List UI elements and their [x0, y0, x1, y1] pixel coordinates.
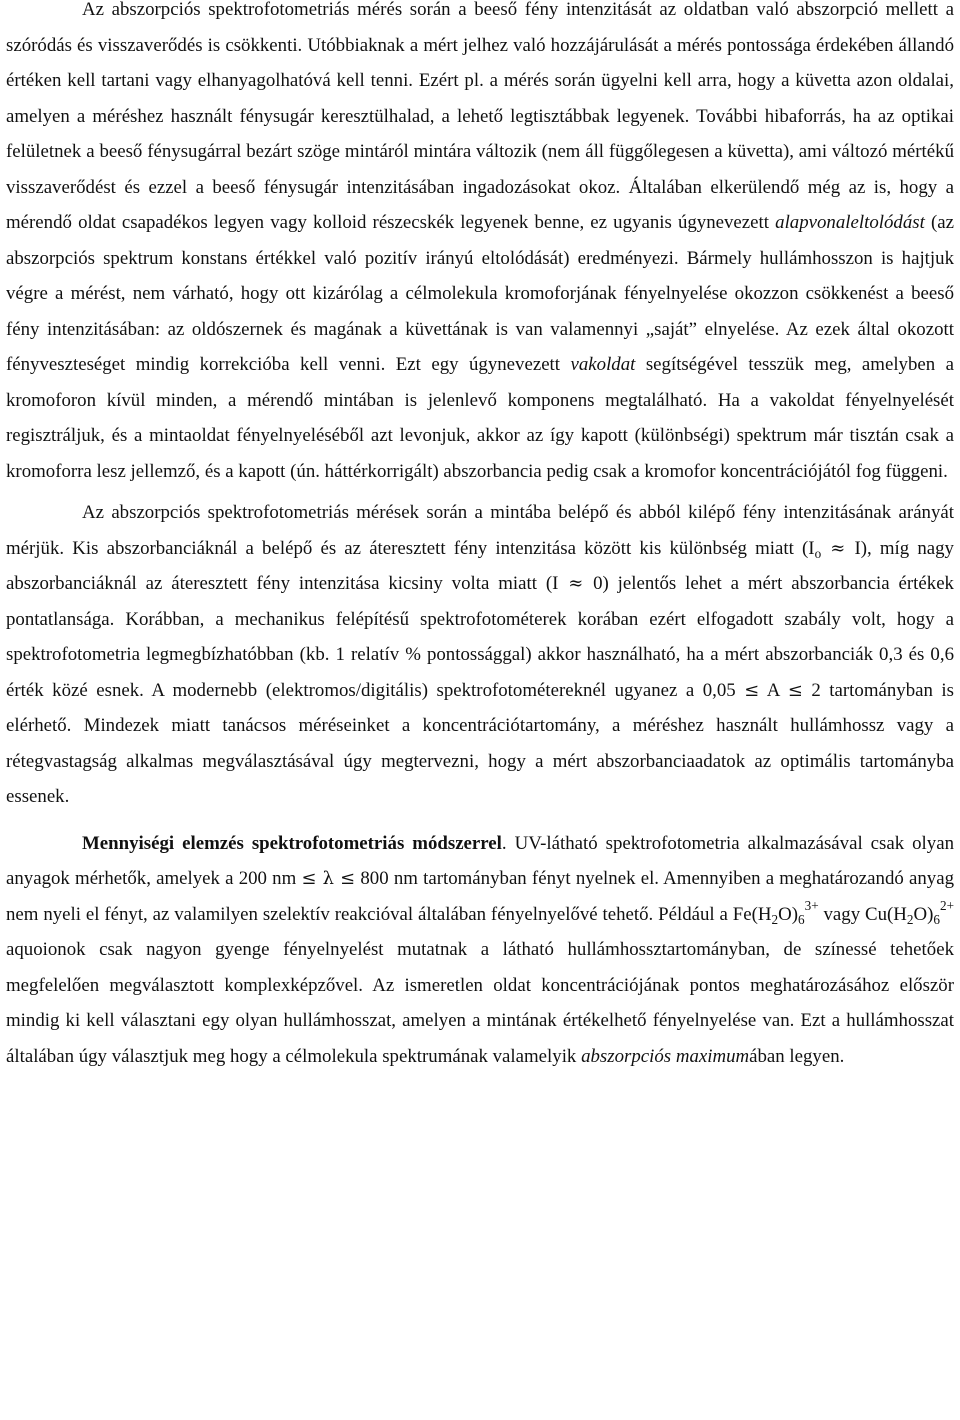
emphasis-term-absorption-maximum: abszorpciós maximum	[581, 1045, 750, 1067]
le-symbol: ≤	[744, 679, 760, 701]
le-symbol: ≤	[340, 868, 356, 889]
subscript: 6	[933, 911, 940, 927]
superscript-charge: 2+	[939, 897, 954, 913]
paragraph-absorbance-accuracy	[6, 495, 954, 815]
text-segment: A	[759, 679, 788, 701]
text-segment: aquoionok csak nagyon gyenge fényelnyelést mutatnak a látható hullámhossztartományban, de színessé tehetőek megfelelően megválasztott komplexképzővel. Az ismeretlen oldat koncentrációjának pontos meghatározásához először mindig ki kell választani egy olyan hullámhosszat, amelyen a mintának értékelhető fényelnyelése van. Ezt a hullámhosszat általában úgy választjuk meg hogy a célmolekula spektrumának valamelyik	[6, 939, 954, 1067]
text-segment: ában legyen.	[749, 1045, 845, 1067]
paragraph-measurement-errors	[6, 0, 954, 489]
subscript: 6	[798, 911, 805, 927]
emphasis-term-baseline-shift: alapvonaleltolódást	[775, 212, 925, 233]
subscript: o	[814, 545, 822, 561]
text-segment: I), míg nagy abszorbanciáknál az áteresztett fény intenzitása kicsiny volta miatt (I	[6, 537, 954, 594]
text-segment: . UV-látható spektrofotometria alkalmazásával csak olyan anyagok mérhetők, amelyek a 200 nm	[6, 832, 954, 889]
paragraph-quantitative-analysis	[6, 826, 954, 1075]
text-segment: 800 nm tartományban fényt nyelnek el. Amennyiben a meghatározandó anyag nem nyeli el fényt, az valamilyen szelektív reakcióval általában fényelnyelővé tehető. Például a Fe(H	[6, 868, 954, 925]
le-symbol: ≤	[301, 868, 317, 889]
text-segment: segítségével tesszük meg, amelyben a kromoforon kívül minden, a mérendő mintában is jelenlevő komponens megtalálható. Ha a vakoldat fényelnyelését regisztráljuk, és a mintaoldat fényelnyeléséből azt levonjuk, akkor az így kapott (különbségi) spektrum már tisztán csak a kromoforra lesz jellemző, és a kapott (ún. háttérkorrigált) abszorbancia pedig csak a kromofor koncentrációjától fog függeni.	[6, 354, 954, 482]
text-segment: 0) jelentős lehet a mért abszorbancia értékek pontatlansága. Korábban, a mechanikus felépítésű spektrofotométerek korában ezért elfogadott szabály volt, hogy a spektrofotometria legmegbízhatóbban (kb. 1 relatív % pontossággal) akkor használható, ha a mért abszorbanciák 0,3 és 0,6 érték közé esnek. A modernebb (elektromos/digitális) spektrofotométereknél ugyanez a 0,05	[6, 573, 954, 701]
subscript: 2	[906, 911, 914, 927]
subscript: 2	[771, 911, 779, 927]
text-segment: Az abszorpciós spektrofotometriás mérés során a beeső fény intenzitását az oldatban való abszorpció mellett a szóródás és visszaverődés is csökkenti. Utóbbiaknak a mért jelhez való hozzájárulását a mérés pontossága érdekében állandó értéken kell tartani vagy elhanyagolhatóvá kell tenni. Ezért pl. a mérés során ügyelni kell arra, hogy a küvetta azon oldalai, amelyen a méréshez használt fénysugár keresztülhalad, a lehető legtisztábbak legyenek. További hibaforrás, ha az optikai felületnek a beeső fénysugárral bezárt szöge mintáról mintára változik (nem áll függőlegesen a küvetta), ami változó mértékű visszaverődést és ezzel a beeső fénysugár intenzitásában ingadozásokat okoz. Általában elkerülendő még az is, hogy a mérendő oldat csapadékos legyen vagy kolloid részecskék legyenek benne, ez ugyanis úgynevezett	[6, 0, 954, 233]
text-segment: O)	[778, 903, 798, 925]
approx-symbol: ≈	[821, 537, 855, 559]
text-segment: (az abszorpciós spektrum konstans értékkel való pozitív irányú eltolódását) eredményezi. Bármely hullámhosszon is hajtjuk végre a mérést, nem várható, hogy ott kizárólag a célmolekula kromoforjának fényelnyelése okozzon csökkenést a beeső fény intenzitásában: az oldószernek és magának a küvettának is van valamennyi „saját” elnyelése. Az ezek által okozott fényveszteséget mindig korrekcióba kell venni. Ezt egy úgynevezett	[6, 212, 954, 375]
superscript-charge: 3+	[804, 897, 819, 913]
lambda-symbol: λ	[316, 868, 341, 889]
le-symbol: ≤	[787, 679, 803, 701]
approx-symbol: ≈	[558, 573, 594, 594]
section-heading-inline: Mennyiségi elemzés spektrofotometriás módszerrel	[82, 832, 502, 854]
emphasis-term-blank-solution: vakoldat	[570, 354, 636, 375]
text-segment: vagy Cu(H	[818, 903, 907, 925]
text-segment: Az abszorpciós spektrofotometriás mérések során a mintába belépő és abból kilépő fény intenzitásának arányát mérjük. Kis abszorbanciáknál a belépő és az áteresztett fény intenzitása között kis különbség miatt (I	[6, 502, 954, 559]
text-segment: O)	[913, 903, 934, 925]
text-segment: 2 tartományban is elérhető. Mindezek miatt tanácsos méréseinket a koncentrációtartomány, a méréshez használt hullámhossz vagy a rétegvastagság alkalmas megválasztásával úgy megtervezni, hogy a mért abszorbanciaadatok az optimális tartományba essenek.	[6, 679, 954, 807]
